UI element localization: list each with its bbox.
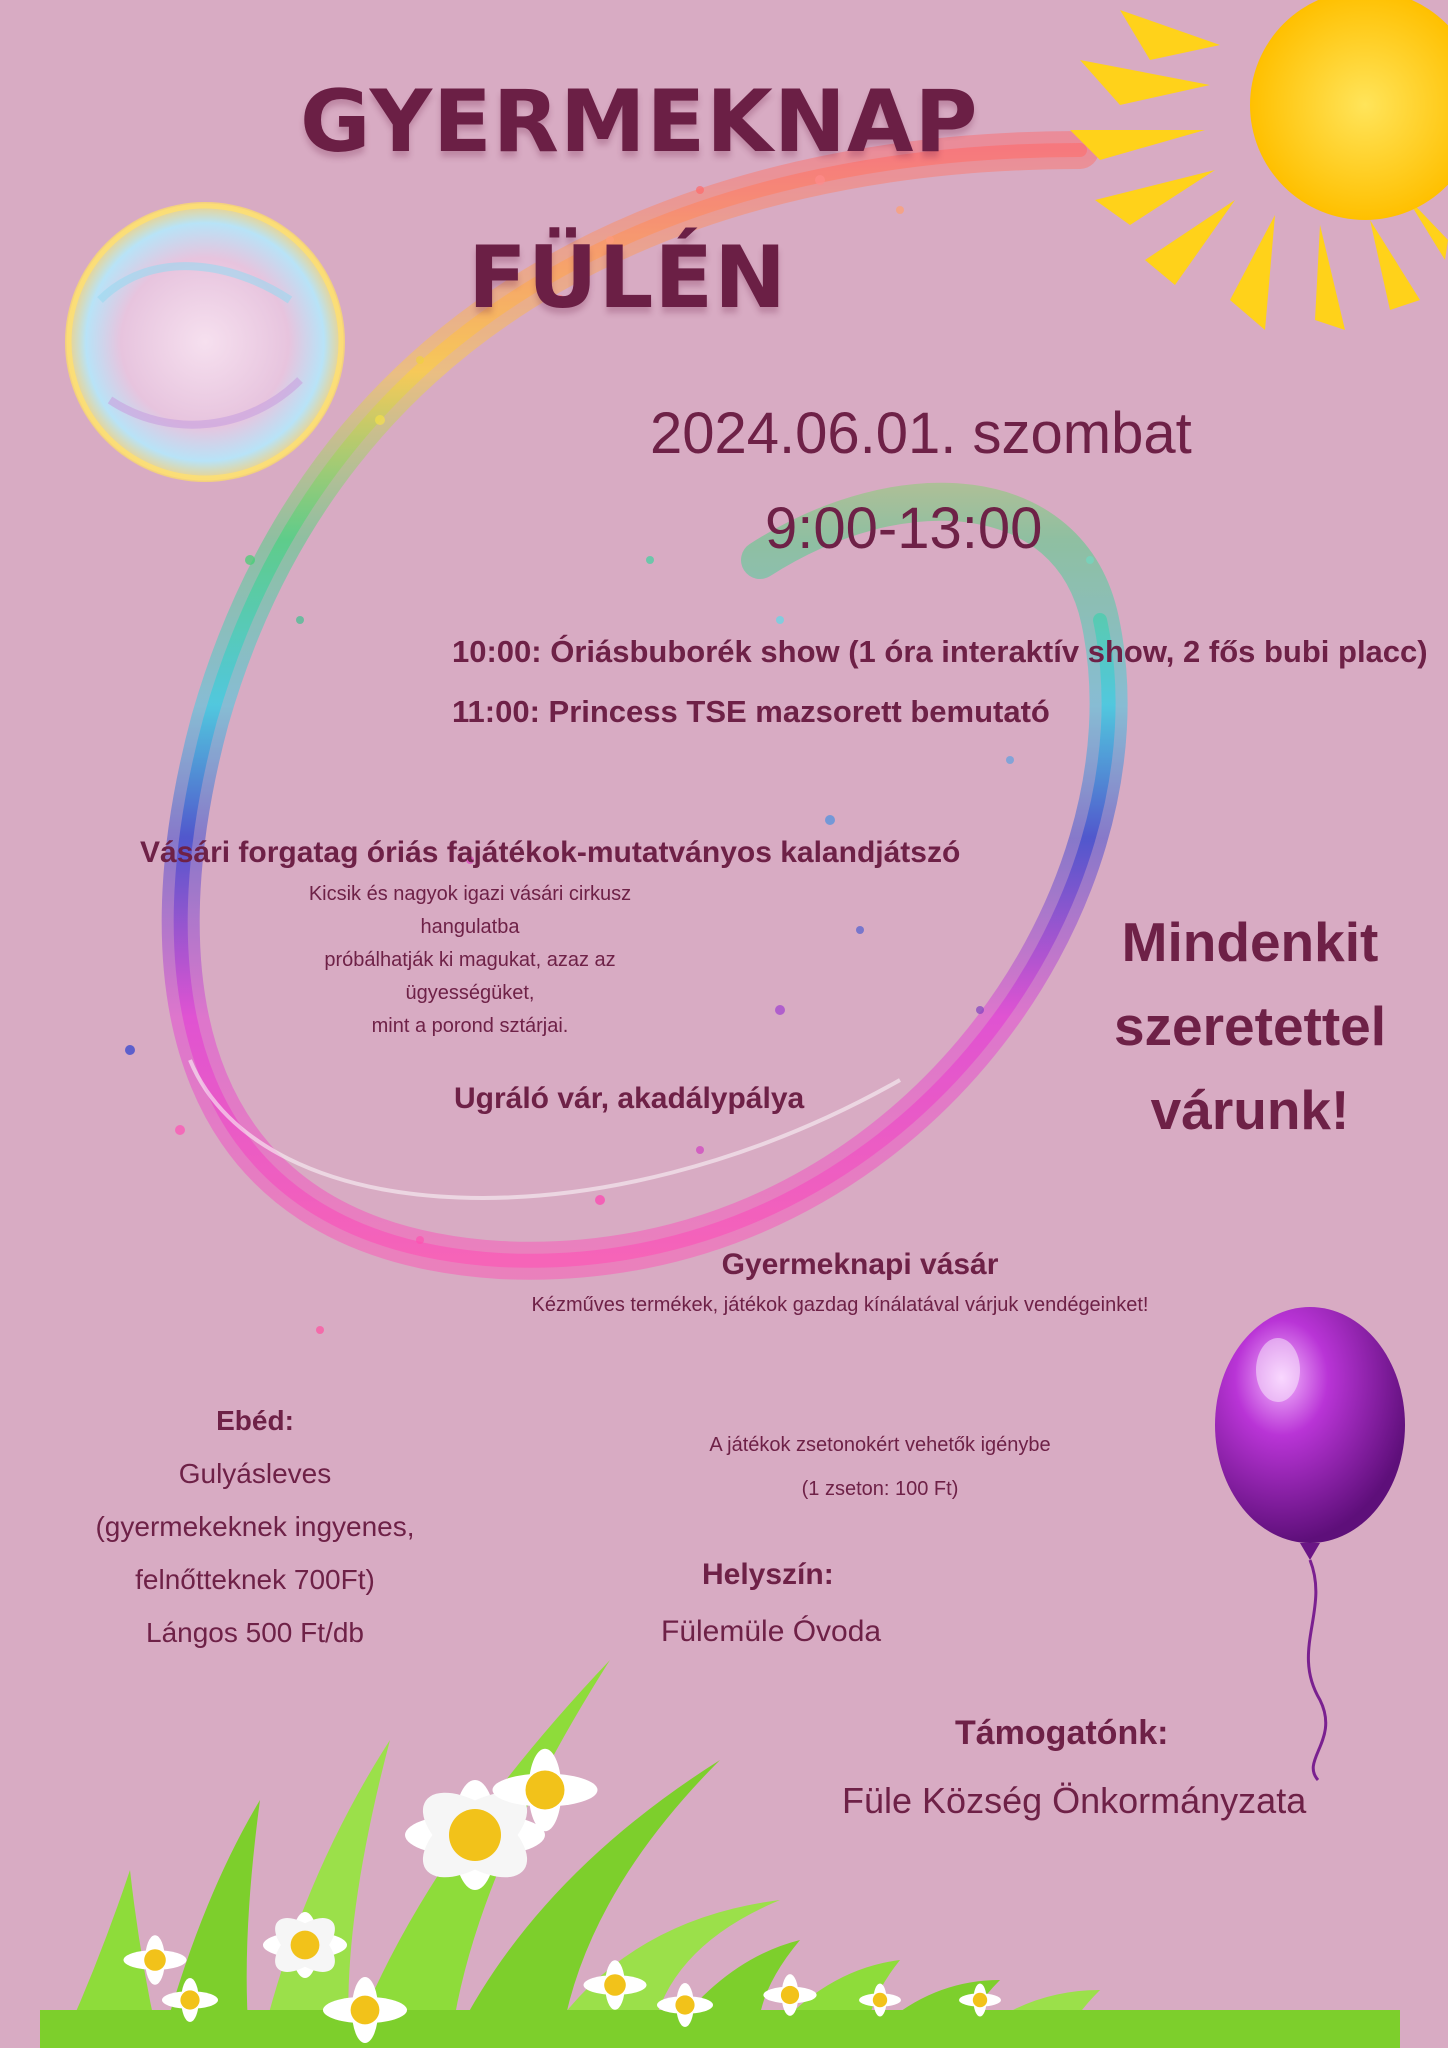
fair-line: Kicsik és nagyok igazi vásári cirkusz hangulatba — [308, 883, 632, 938]
lunch-section — [80, 1394, 430, 1659]
program-item: 10:00: Óriásbuborék show (1 óra interaktív show, 2 fős bubi placc) — [452, 634, 1428, 669]
fair-title: Vásári forgatag óriás fajátékok-mutatványos kalandjátszó — [140, 836, 961, 869]
token-info — [640, 1423, 1120, 1511]
lunch-title: Ebéd: — [216, 1405, 294, 1436]
welcome-line: szeretettel — [1113, 995, 1387, 1057]
fair-description — [270, 878, 670, 1043]
lunch-line: Gulyásleves — [178, 1458, 332, 1489]
event-time: 9:00-13:00 — [765, 496, 1043, 561]
fair-line: próbálhatják ki magukat, azaz az ügyességüket, — [324, 949, 616, 1004]
bounce-castle-text: Ugráló vár, akadálypálya — [454, 1082, 805, 1115]
sponsor-label: Támogatónk: — [955, 1714, 1169, 1752]
balloon-icon — [1215, 1307, 1405, 1780]
lunch-line: (gyermekeknek ingyenes, — [95, 1511, 415, 1542]
market-text: Kézműves termékek, játékok gazdag kínálatával várjuk vendégeinket! — [531, 1294, 1149, 1316]
venue-label: Helyszín: — [702, 1558, 834, 1591]
sun-icon — [1070, 0, 1448, 330]
sponsor-name: Füle Község Önkormányzata — [842, 1780, 1307, 1821]
title-line-2: FÜLÉN — [468, 228, 788, 328]
welcome-line: várunk! — [1150, 1079, 1350, 1141]
grass — [40, 1660, 1400, 2048]
welcome-line: Mindenkit — [1121, 911, 1379, 973]
venue-name: Fülemüle Óvoda — [661, 1615, 882, 1648]
title-line-1: GYERMEKNAP — [300, 72, 979, 172]
lunch-line: felnőtteknek 700Ft) — [135, 1564, 375, 1595]
token-line: A játékok zsetonokért vehetők igénybe — [709, 1434, 1051, 1456]
event-date: 2024.06.01. szombat — [650, 401, 1192, 466]
welcome-message — [1090, 900, 1410, 1152]
lunch-line: Lángos 500 Ft/db — [146, 1617, 364, 1648]
token-line: (1 zseton: 100 Ft) — [801, 1478, 959, 1500]
soap-bubble-icon — [65, 202, 345, 482]
program-item: 11:00: Princess TSE mazsorett bemutató — [452, 694, 1050, 729]
market-title: Gyermeknapi vásár — [721, 1248, 999, 1281]
fair-line: mint a porond sztárjai. — [371, 1015, 569, 1037]
